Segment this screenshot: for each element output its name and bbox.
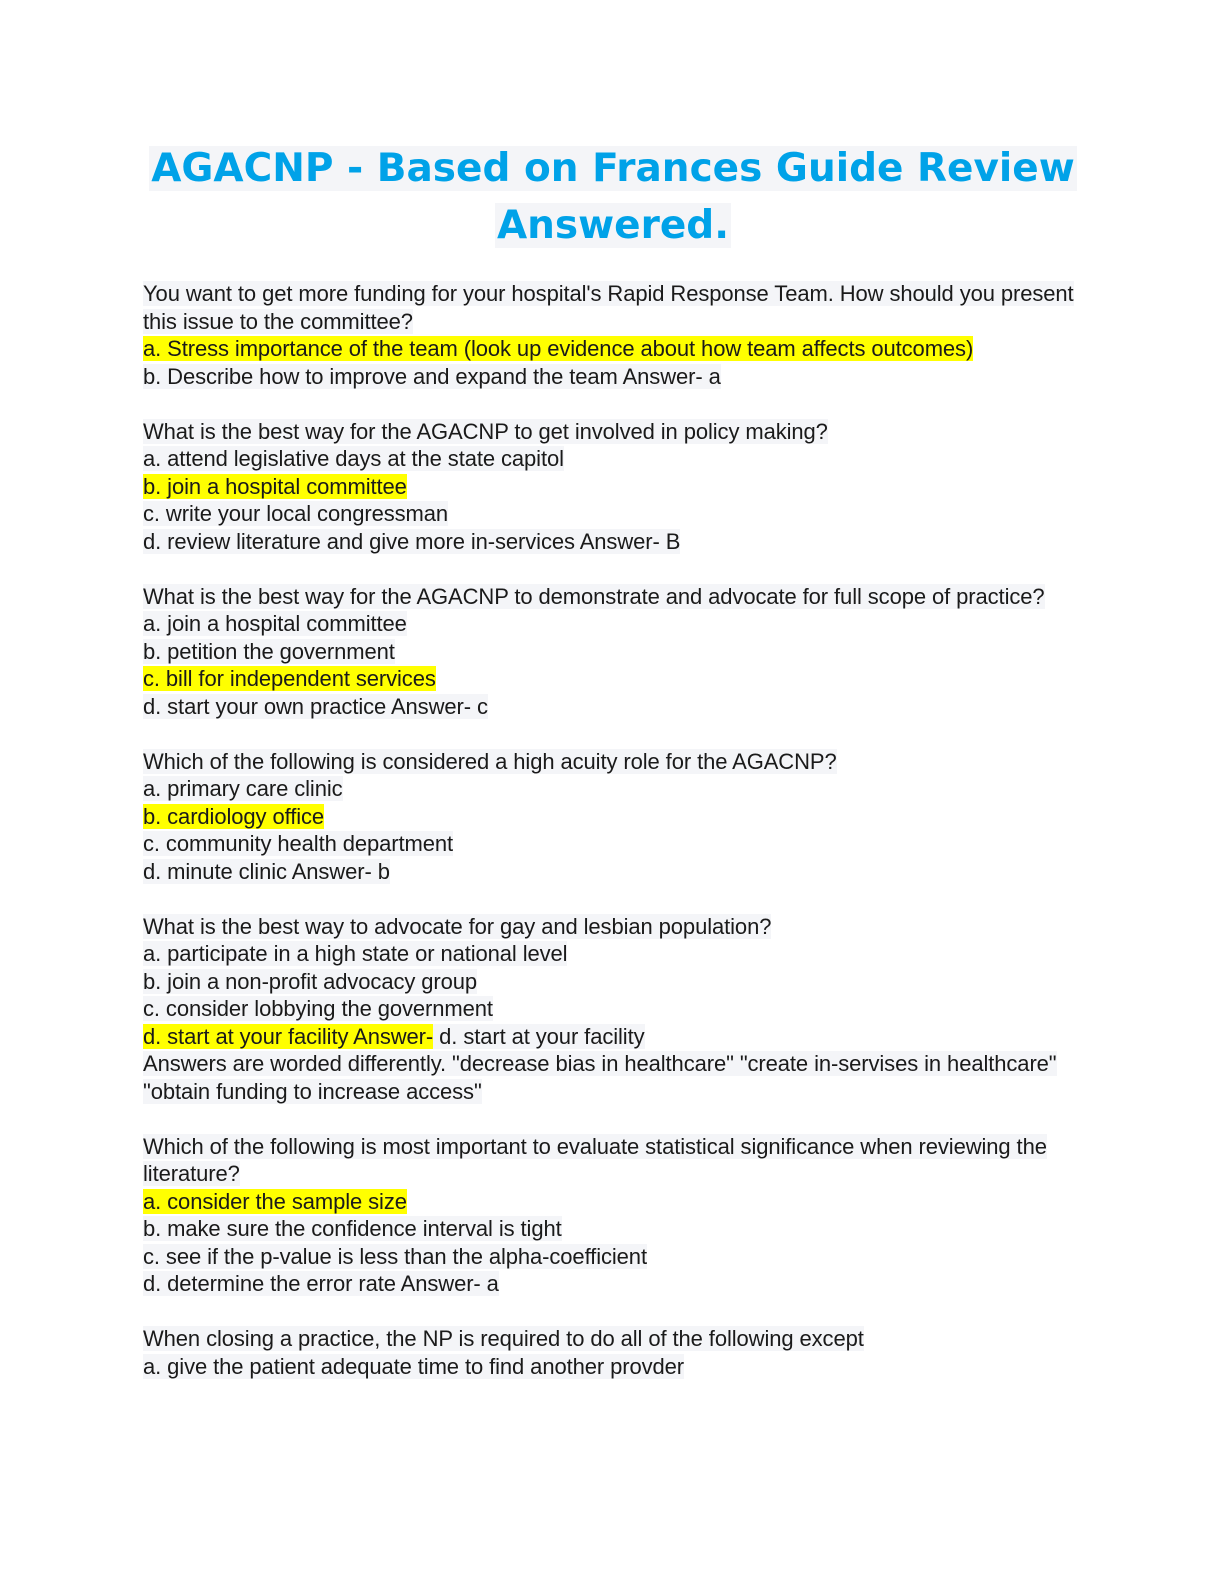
answer-option	[143, 445, 1083, 473]
document-title	[143, 140, 1083, 254]
answer-option	[143, 638, 1083, 666]
question-stem	[143, 1325, 1083, 1353]
answer-suffix-text: d. start at your facility	[433, 1023, 645, 1049]
answer-option	[143, 803, 1083, 831]
answer-option-text: a. participate in a high state or national level	[143, 941, 568, 966]
answer-option	[143, 693, 1083, 721]
answer-option	[143, 1243, 1083, 1271]
highlighted-answer-text: a. consider the sample size	[143, 1188, 407, 1214]
answer-option-text: Answers are worded differently. "decrease bias in healthcare" "create in-servises in healthcare" "obtain funding to increase access"	[143, 1051, 1057, 1104]
question-block	[143, 280, 1083, 390]
answer-option-text: b. Describe how to improve and expand the team Answer- a	[143, 363, 721, 389]
question-block	[143, 418, 1083, 556]
question-stem-text: What is the best way for the AGACNP to get involved in policy making?	[143, 418, 828, 444]
highlighted-answer-text: a. Stress importance of the team (look up evidence about how team affects outcomes)	[143, 336, 974, 361]
answer-option	[143, 1188, 1083, 1216]
answer-option-text: c. consider lobbying the government	[143, 996, 493, 1021]
answer-option	[143, 335, 1083, 363]
question-stem	[143, 280, 1083, 335]
answer-option-text: a. join a hospital committee	[143, 611, 407, 636]
answer-option-text: b. petition the government	[143, 638, 395, 664]
answer-option-text: d. minute clinic Answer- b	[143, 858, 390, 884]
document-title-text: AGACNP - Based on Frances Guide Review Answered.	[151, 146, 1075, 248]
answer-option	[143, 1215, 1083, 1243]
answer-option-text: a. primary care clinic	[143, 776, 343, 801]
answer-option-text: b. join a non-profit advocacy group	[143, 968, 478, 994]
answer-option-text: b. make sure the confidence interval is tight	[143, 1216, 562, 1241]
answer-option	[143, 500, 1083, 528]
answer-option	[143, 968, 1083, 996]
highlighted-answer-text: c. bill for independent services	[143, 666, 436, 691]
question-stem	[143, 418, 1083, 446]
question-block	[143, 913, 1083, 1106]
question-stem	[143, 583, 1083, 611]
answer-option	[143, 610, 1083, 638]
answer-option-text: c. community health department	[143, 831, 454, 856]
question-stem-text: You want to get more funding for your hospital's Rapid Response Team. How should you present this issue to the committee?	[143, 281, 1074, 334]
answer-option	[143, 473, 1083, 501]
answer-option	[143, 1023, 1083, 1051]
answer-option-text: c. write your local congressman	[143, 501, 449, 526]
answer-option	[143, 1270, 1083, 1298]
answer-option	[143, 775, 1083, 803]
question-stem-text: When closing a practice, the NP is required to do all of the following except	[143, 1326, 864, 1351]
highlighted-answer-text: d. start at your facility Answer-	[143, 1023, 434, 1049]
highlighted-answer-text: b. join a hospital committee	[143, 473, 407, 499]
answer-option	[143, 528, 1083, 556]
question-stem-text: Which of the following is most important to evaluate statistical significance when reviewing the literature?	[143, 1133, 1047, 1186]
answer-option-text: a. give the patient adequate time to find another provder	[143, 1353, 685, 1379]
answer-option	[143, 665, 1083, 693]
question-stem-text: What is the best way for the AGACNP to demonstrate and advocate for full scope of practice?	[143, 583, 1045, 609]
question-stem-text: What is the best way to advocate for gay and lesbian population?	[143, 913, 772, 939]
answer-option	[143, 1353, 1083, 1381]
answer-option-text: d. start your own practice Answer- c	[143, 693, 488, 719]
answer-option-text: d. determine the error rate Answer- a	[143, 1271, 499, 1296]
answer-option	[143, 940, 1083, 968]
answer-option	[143, 995, 1083, 1023]
answer-option	[143, 858, 1083, 886]
answer-option-text: d. review literature and give more in-services Answer- B	[143, 528, 681, 554]
answer-option	[143, 1050, 1083, 1105]
answer-option-text: c. see if the p-value is less than the alpha-coefficient	[143, 1243, 647, 1269]
question-block	[143, 748, 1083, 886]
question-block	[143, 1133, 1083, 1298]
answer-option	[143, 363, 1083, 391]
document-page	[143, 140, 1083, 1408]
question-stem	[143, 913, 1083, 941]
answer-option	[143, 830, 1083, 858]
question-stem-text: Which of the following is considered a high acuity role for the AGACNP?	[143, 748, 837, 774]
question-block	[143, 1325, 1083, 1380]
question-list	[143, 280, 1083, 1380]
question-stem	[143, 748, 1083, 776]
question-stem	[143, 1133, 1083, 1188]
answer-option-text: a. attend legislative days at the state capitol	[143, 446, 564, 471]
highlighted-answer-text: b. cardiology office	[143, 803, 325, 829]
question-block	[143, 583, 1083, 721]
